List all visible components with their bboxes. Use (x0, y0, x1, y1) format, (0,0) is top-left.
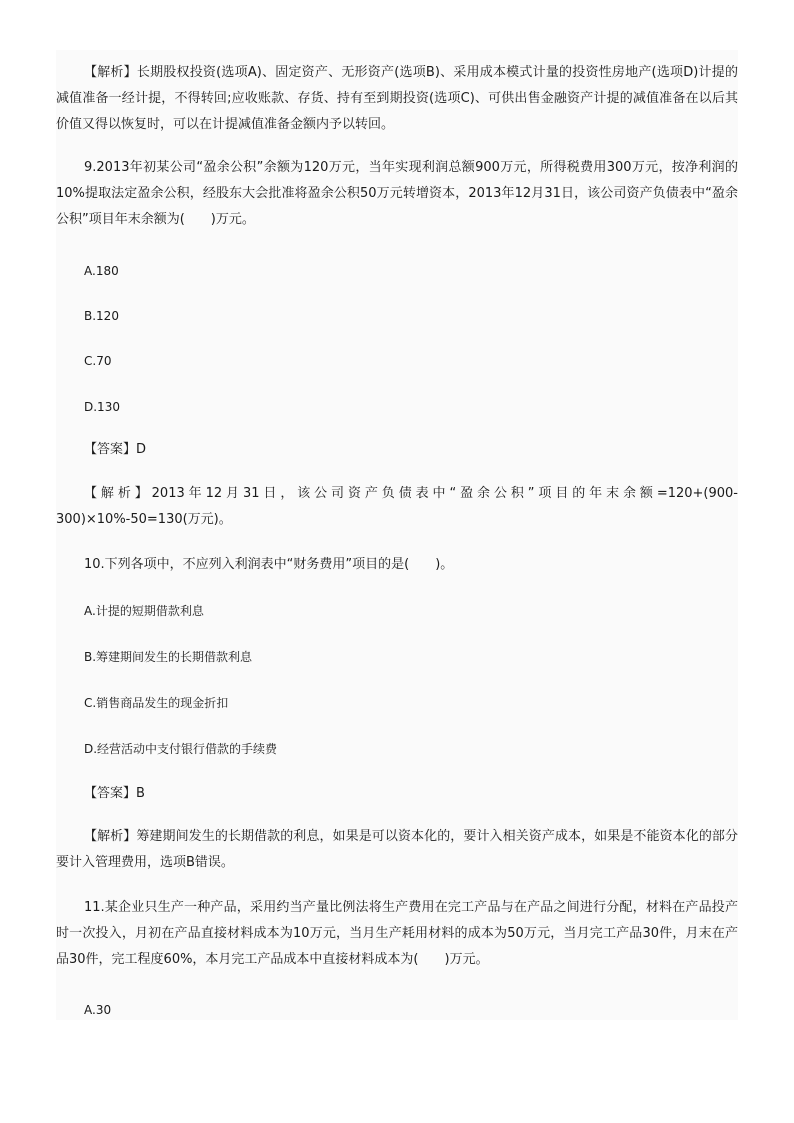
analysis-paragraph: 【解析】长期股权投资(选项A)、固定资产、无形资产(选项B)、采用成本模式计量的投资性房地产(选项D)计提的减值准备一经计提，不得转回;应收账款、存货、持有至到期投资(选项C)、可供出售金融资产计提的减值准备在以后其价值又得以恢复时，可以在计提减值准备金额内予以转回。 (56, 65, 738, 132)
q9-option-d: D.130 (84, 400, 120, 414)
question-11: 11.某企业只生产一种产品，采用约当产量比例法将生产费用在完工产品与在产品之间进行分配，材料在产品投产时一次投入，月初在产品直接材料成本为10万元，当月生产耗用材料的成本为50万元，当月完工产品30件，月末在产品30件，完工程度60%，本月完工产品成本中直接材料成本为( )万元。 (56, 900, 738, 967)
q9-answer: 【答案】D (84, 442, 147, 457)
q10-option-b: B.筹建期间发生的长期借款利息 (84, 650, 253, 664)
q10-answer: 【答案】B (84, 786, 145, 801)
q11-option-a: A.30 (84, 1003, 112, 1017)
q10-option-d: D.经营活动中支付银行借款的手续费 (84, 742, 278, 756)
question-10: 10.下列各项中，不应列入利润表中“财务费用”项目的是( )。 (84, 557, 454, 572)
q9-option-c: C.70 (84, 354, 112, 368)
document-page (56, 50, 738, 1020)
q9-option-a: A.180 (84, 264, 119, 278)
q10-option-a: A.计提的短期借款利息 (84, 604, 204, 618)
q10-analysis: 【解析】筹建期间发生的长期借款的利息，如果是可以资本化的，要计入相关资产成本，如果是不能资本化的部分要计入管理费用，选项B错误。 (56, 829, 738, 870)
q9-analysis: 【解析】2013年12月31日，该公司资产负债表中“盈余公积”项目的年末余额=120+(900-300)×10%-50=130(万元)。 (56, 486, 738, 527)
question-9: 9.2013年初某公司“盈余公积”余额为120万元，当年实现利润总额900万元，所得税费用300万元，按净利润的10%提取法定盈余公积，经股东大会批准将盈余公积50万元转增资本，2013年12月31日，该公司资产负债表中“盈余公积”项目年末余额为( )万元。 (56, 160, 738, 227)
q9-option-b: B.120 (84, 309, 119, 323)
q10-option-c: C.销售商品发生的现金折扣 (84, 696, 229, 710)
